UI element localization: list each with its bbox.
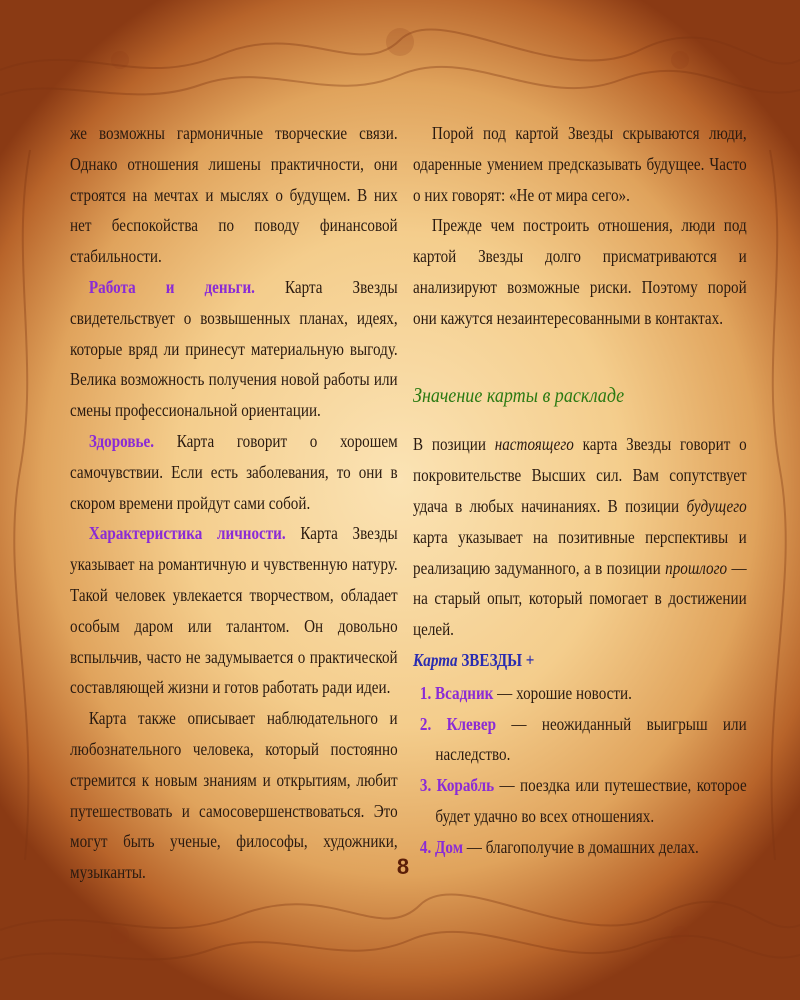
heading-personality: Характеристика личности. bbox=[88, 523, 286, 544]
paragraph-text: В позиции bbox=[413, 434, 495, 455]
list-card-name: Корабль bbox=[436, 775, 495, 796]
emphasis-future: будущего bbox=[686, 495, 747, 516]
paragraph-text: — на старый опыт, который помогает в достижении целей. bbox=[413, 557, 747, 640]
heading-work-money: Работа и деньги. bbox=[88, 276, 255, 297]
paragraph: Порой под картой Звезды скрываются люди, одаренные умением предсказывать будущее. Часто о них говорят: «Не от мира сего». bbox=[413, 123, 747, 205]
list-text: — поездка или путешествие, которое будет удачно во всех отношениях. bbox=[435, 775, 747, 826]
paragraph-work-money bbox=[70, 272, 398, 426]
combo-list bbox=[413, 678, 747, 863]
paragraph-personality bbox=[70, 518, 398, 703]
list-card-name: Клевер bbox=[446, 713, 497, 734]
list-card-name: Дом bbox=[435, 836, 464, 857]
combo-card-name: ЗВЕЗДЫ + bbox=[457, 649, 535, 670]
paragraph-text: Карта говорит о хорошем самочувствии. Если есть заболевания, то они в скором времени пройдут сами собой. bbox=[70, 430, 398, 513]
heading-health: Здоровье. bbox=[88, 430, 155, 451]
emphasis-present: настоящего bbox=[494, 434, 574, 455]
paragraph: Карта также описывает наблюдательного и любознательного человека, который постоянно стремится к новым знаниям и открытиям, любит путешествовать и самосовершенствоваться. Это могут быть ученые, философы, художники, музыканты. bbox=[70, 708, 398, 883]
section-title bbox=[413, 380, 747, 412]
list-number: 2. bbox=[419, 713, 432, 734]
list-item bbox=[413, 770, 747, 832]
paragraph: Прежде чем построить отношения, люди под картой Звезды долго присматриваются и анализируют возможные риски. Поэтому порой они кажутся незаинтересованными в контактах. bbox=[413, 215, 747, 328]
page-number: 8 bbox=[396, 854, 410, 879]
emphasis-past: прошлого bbox=[665, 557, 728, 578]
section-title-text: Значение карты в раскладе bbox=[413, 382, 625, 407]
right-text-column bbox=[413, 118, 747, 863]
combo-heading bbox=[413, 645, 747, 676]
list-number: 3. bbox=[419, 775, 432, 796]
list-item bbox=[413, 832, 747, 863]
list-number: 1. bbox=[419, 682, 432, 703]
paragraph-spread-meaning bbox=[413, 429, 747, 645]
list-card-name: Всадник bbox=[435, 682, 494, 703]
paragraph-text: карта указывает на позитивные перспективы и реализацию задуманного, а в позиции bbox=[413, 526, 747, 578]
paragraph-health bbox=[70, 426, 398, 518]
list-text: — хорошие новости. bbox=[493, 682, 632, 703]
paragraph: же возможны гармоничные творческие связи. Однако отношения лишены практичности, они строятся на мечтах и мыслях о будущем. В них нет беспокойства по поводу финансовой стабильности. bbox=[70, 123, 398, 267]
paragraph-text: карта Звезды говорит о покровительстве Высших сил. Вам сопутствует удача в любых начинаниях. В позиции bbox=[413, 434, 747, 516]
left-text-column bbox=[70, 118, 398, 888]
list-text: — благополучие в домашних делах. bbox=[463, 836, 699, 857]
list-text: — неожиданный выигрыш или наследство. bbox=[435, 713, 747, 765]
list-item bbox=[413, 678, 747, 709]
list-number: 4. bbox=[419, 836, 432, 857]
paragraph-text: Карта Звезды указывает на романтичную и чувственную натуру. Такой человек увлекается творчеством, обладает особым даром или талантом. Он довольно вспыльчив, часто не задумывается о практической составляющей жизни и готов работать ради идеи. bbox=[70, 523, 398, 698]
combo-prefix: Карта bbox=[413, 649, 458, 670]
list-item bbox=[413, 709, 747, 771]
paragraph-text: Карта Звезды свидетельствует о возвышенных планах, идеях, которые вряд ли принесут материальную выгоду. Велика возможность получения новой работы или смены профессиональной ориентации. bbox=[70, 276, 398, 421]
